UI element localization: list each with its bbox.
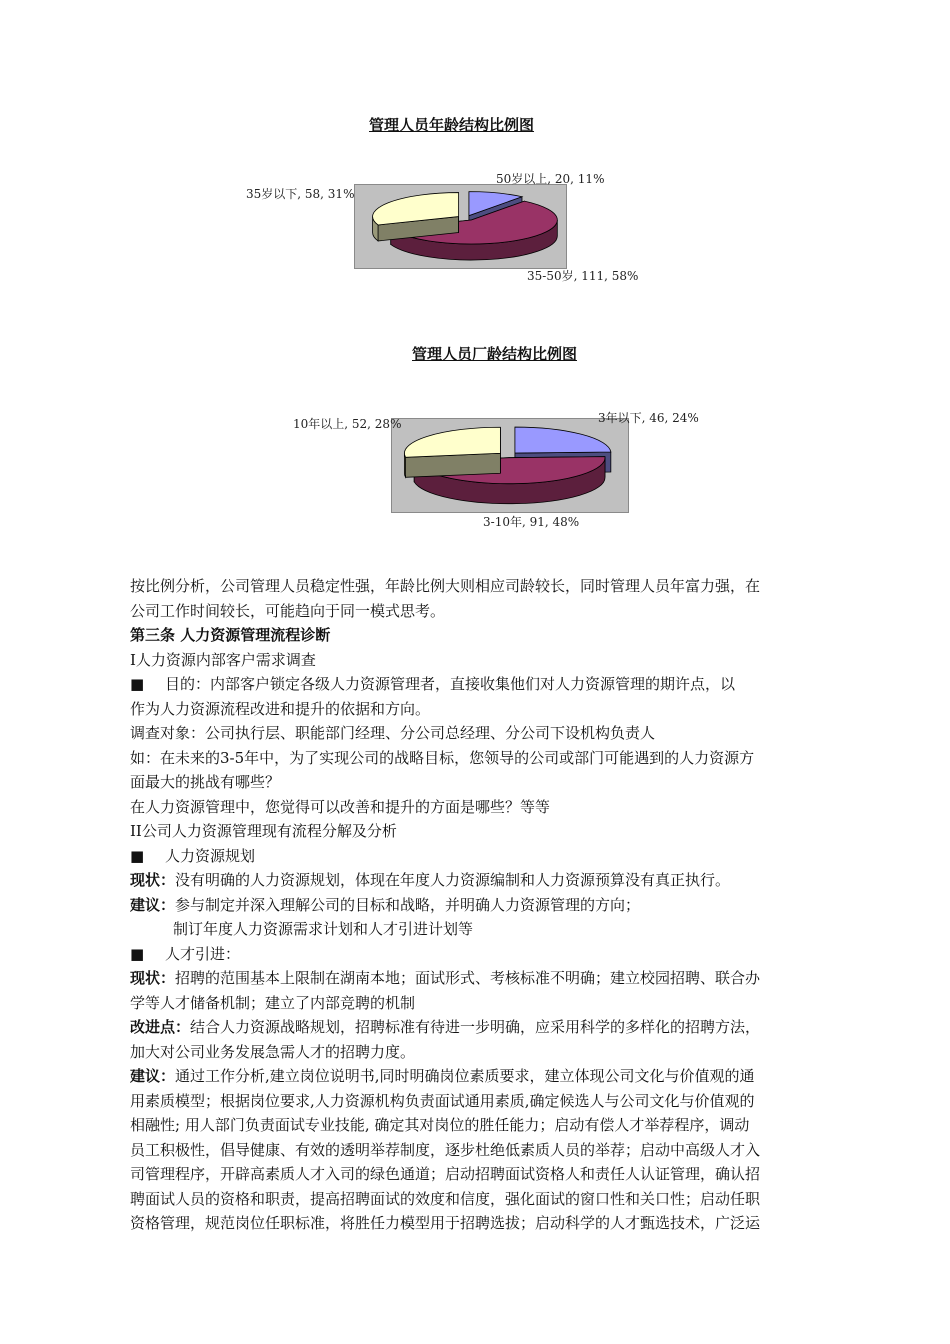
label-tenure-over10: 10年以上, 52, 28% xyxy=(293,417,402,431)
bullet-square: ■ xyxy=(130,846,145,865)
status-label: 现状： xyxy=(130,871,176,889)
survey-target: 调查对象：公司执行层、职能部门经理、分公司总经理、分公司下设机构负责人 xyxy=(130,724,656,742)
bullet-square: ■ xyxy=(130,675,145,693)
status-text: 没有明确的人力资源规划，体现在年度人力资源编制和人力资源预算没有真正执行。 xyxy=(175,871,731,889)
talent-status-1 xyxy=(130,966,835,991)
talent-suggestion-2: 用素质模型；根据岗位要求,人力资源机构负责面试通用素质,确定候选人与公司文化与价值观的 xyxy=(130,1091,755,1110)
talent-item xyxy=(130,942,835,967)
suggestion-text: 参与制定并深入理解公司的目标和战略，并明确人力资源管理的方向； xyxy=(175,895,641,914)
talent-suggestion-6: 聘面试人员的资格和职责，提高招聘面试的效度和信度，强化面试的窗口性和关口性；启动任职 xyxy=(130,1189,761,1208)
label-tenure-3-10: 3-10年, 91, 48% xyxy=(483,515,580,529)
section-heading: 第三条 人力资源管理流程诊断 xyxy=(130,626,331,644)
analysis-line-1: 按比例分析，公司管理人员稳定性强，年龄比例大则相应司龄较长，同时管理人员年富力强，在 xyxy=(130,577,761,595)
suggestion-text: 通过工作分析,建立岗位说明书,同时明确岗位素质要求，建立体现公司文化与价值观的通 xyxy=(175,1067,755,1085)
talent-suggestion-7: 资格管理，规范岗位任职标准，将胜任力模型用于招聘选拔；启动科学的人才甄选技术，广泛运 xyxy=(130,1214,761,1232)
improve-label: 改进点： xyxy=(130,1018,191,1036)
status-text: 招聘的范围基本上限制在湖南本地；面试形式、考核标准不明确；建立校园招聘、联合办 xyxy=(175,969,761,987)
planning-status xyxy=(130,868,835,893)
label-age-over50: 50岁以上, 20, 11% xyxy=(496,172,605,186)
label-tenure-under3: 3年以下, 46, 24% xyxy=(598,411,699,425)
example-line-3: 在人力资源管理中，您觉得可以改善和提升的方面是哪些？等等 xyxy=(130,797,551,816)
label-age-under35: 35岁以下, 58, 31% xyxy=(246,187,355,201)
talent-improve-2: 加大对公司业务发展急需人才的招聘力度。 xyxy=(130,1042,416,1061)
bullet-square: ■ xyxy=(130,944,145,963)
hr-planning-item xyxy=(130,844,835,869)
pie-slice-over10 xyxy=(404,427,500,477)
subsection-2-title: II公司人力资源管理现有流程分解及分析 xyxy=(130,822,397,840)
suggestion-label: 建议： xyxy=(130,1067,176,1085)
planning-suggestion xyxy=(130,893,835,918)
talent-label: 人才引进： xyxy=(165,944,241,963)
talent-suggestion-5: 司管理程序，开辟高素质人才入司的绿色通道；启动招聘面试资格人和责任人认证管理，确认招 xyxy=(130,1165,761,1183)
talent-status-2: 学等人才储备机制；建立了内部竞聘的机制 xyxy=(130,993,416,1012)
goal-text: 目的：内部客户锁定各级人力资源管理者，直接收集他们对人力资源管理的期许点，以 xyxy=(165,675,736,693)
label-age-35-50: 35-50岁, 111, 58% xyxy=(527,269,639,283)
suggestion-label: 建议： xyxy=(130,895,176,914)
subsection-1-title: I人力资源内部客户需求调查 xyxy=(130,650,316,669)
talent-improve-1 xyxy=(130,1015,835,1040)
analysis-line-2: 公司工作时间较长，可能趋向于同一模式思考。 xyxy=(130,601,446,620)
talent-suggestion-4: 员工积极性，倡导健康、有效的透明举荐制度，逐步杜绝低素质人员的举荐；启动中高级人才入 xyxy=(130,1140,761,1159)
example-line-1: 如：在未来的3-5年中，为了实现公司的战略目标，您领导的公司或部门可能遇到的人力资源方 xyxy=(130,748,755,767)
status-label: 现状： xyxy=(130,969,176,987)
talent-suggestion-1 xyxy=(130,1064,835,1089)
improve-text: 结合人力资源战略规划，招聘标准有待进一步明确，应采用科学的多样化的招聘方法， xyxy=(190,1018,761,1036)
hr-planning-label: 人力资源规划 xyxy=(165,846,256,865)
document-body xyxy=(130,574,835,1236)
goal-line-1 xyxy=(130,672,835,697)
talent-suggestion-3: 相融性; 用人部门负责面试专业技能, 确定其对岗位的胜任能力；启动有偿人才举荐程序，调动 xyxy=(130,1116,750,1134)
chart-title-age: 管理人员年龄结构比例图 xyxy=(369,116,535,134)
chart-title-tenure: 管理人员厂龄结构比例图 xyxy=(412,345,578,363)
example-line-2: 面最大的挑战有哪些？ xyxy=(130,773,281,791)
planning-suggestion-2: 制订年度人力资源需求计划和人才引进计划等 xyxy=(173,920,474,938)
goal-line-2: 作为人力资源流程改进和提升的依据和方向。 xyxy=(130,699,431,718)
